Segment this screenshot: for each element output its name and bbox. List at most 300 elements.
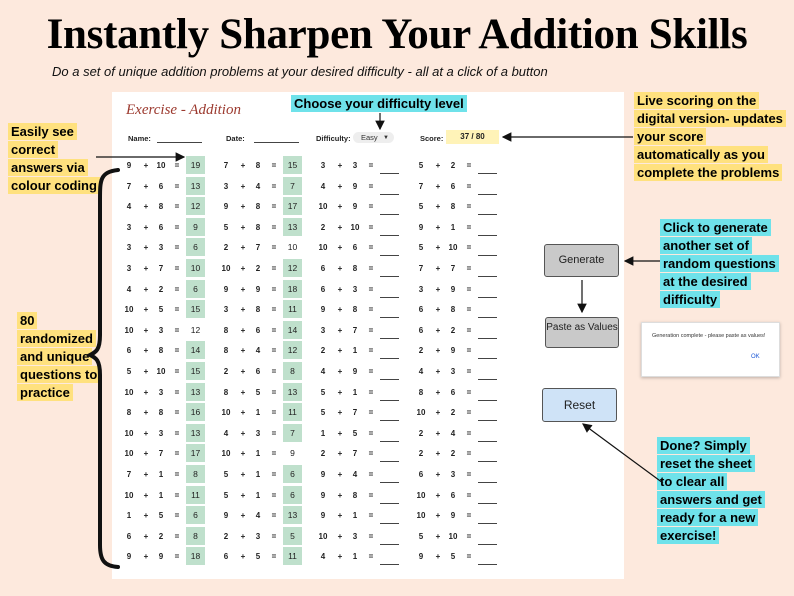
addend-b: 1 — [255, 490, 261, 500]
equals-sign: = — [271, 470, 277, 479]
addend-a: 10 — [221, 408, 231, 418]
callout-generate: Click to generate another set of random questions at the desired difficulty — [660, 219, 780, 309]
equals-sign: = — [466, 243, 472, 253]
addend-b: 8 — [352, 264, 358, 273]
answer-cell-incorrect[interactable]: 12 — [186, 321, 205, 339]
equals-sign: = — [466, 531, 472, 541]
plus-sign: + — [435, 511, 441, 521]
addend-a: 9 — [320, 490, 326, 500]
addend-a: 5 — [418, 531, 424, 541]
equals-sign: = — [174, 449, 180, 459]
equals-sign: = — [368, 470, 374, 479]
addend-b: 9 — [450, 511, 456, 521]
addend-b: 10 — [448, 243, 458, 253]
addend-a: 10 — [318, 243, 328, 253]
addend-b: 5 — [158, 305, 164, 315]
plus-sign: + — [143, 161, 149, 170]
answer-cell-correct[interactable]: 11 — [186, 486, 205, 504]
answer-cell-correct[interactable]: 15 — [186, 362, 205, 380]
addend-b: 1 — [158, 470, 164, 479]
plus-sign: + — [143, 202, 149, 212]
equals-sign: = — [271, 161, 277, 170]
addend-b: 8 — [255, 202, 261, 212]
plus-sign: + — [143, 490, 149, 500]
answer-cell-correct[interactable]: 14 — [283, 321, 302, 339]
addend-b: 10 — [156, 161, 166, 170]
equals-sign: = — [271, 490, 277, 500]
plus-sign: + — [435, 161, 441, 170]
addend-a: 10 — [124, 449, 134, 459]
addend-b: 1 — [352, 511, 358, 521]
addend-a: 5 — [223, 470, 229, 479]
addend-b: 7 — [158, 449, 164, 459]
addend-b: 8 — [255, 305, 261, 315]
plus-sign: + — [240, 284, 246, 294]
equals-sign: = — [466, 222, 472, 232]
addend-b: 3 — [352, 161, 358, 170]
addend-b: 1 — [352, 387, 358, 397]
equals-sign: = — [174, 161, 180, 170]
plus-sign: + — [337, 222, 343, 232]
addend-a: 8 — [223, 346, 229, 356]
plus-sign: + — [240, 367, 246, 376]
addend-a: 10 — [416, 511, 426, 521]
addend-a: 10 — [124, 325, 134, 335]
plus-sign: + — [435, 428, 441, 438]
answer-cell-correct[interactable]: 7 — [283, 177, 302, 195]
addend-b: 8 — [255, 222, 261, 232]
brace-icon — [90, 170, 118, 567]
equals-sign: = — [174, 346, 180, 356]
addend-b: 1 — [255, 449, 261, 459]
equals-sign: = — [174, 531, 180, 541]
addend-b: 5 — [352, 428, 358, 438]
addend-a: 5 — [223, 222, 229, 232]
addend-b: 8 — [352, 490, 358, 500]
addend-a: 5 — [223, 490, 229, 500]
equals-sign: = — [271, 305, 277, 315]
addend-a: 9 — [320, 511, 326, 521]
answer-cell-correct[interactable]: 18 — [186, 547, 205, 565]
answer-cell-correct[interactable]: 6 — [283, 486, 302, 504]
equals-sign: = — [466, 346, 472, 356]
equals-sign: = — [271, 243, 277, 253]
addend-b: 8 — [450, 202, 456, 212]
plus-sign: + — [240, 428, 246, 438]
plus-sign: + — [143, 284, 149, 294]
equals-sign: = — [174, 181, 180, 191]
addend-a: 7 — [418, 181, 424, 191]
plus-sign: + — [240, 325, 246, 335]
addend-a: 7 — [126, 181, 132, 191]
answer-cell-correct[interactable]: 12 — [186, 197, 205, 215]
answer-cell-correct[interactable]: 14 — [186, 341, 205, 359]
equals-sign: = — [271, 531, 277, 541]
plus-sign: + — [337, 367, 343, 376]
difficulty-value: Easy — [361, 133, 378, 142]
plus-sign: + — [240, 243, 246, 253]
plus-sign: + — [143, 408, 149, 418]
plus-sign: + — [337, 449, 343, 459]
equals-sign: = — [174, 202, 180, 212]
answer-cell-correct[interactable]: 6 — [186, 506, 205, 524]
addend-a: 5 — [126, 367, 132, 376]
answer-cell-correct[interactable]: 6 — [186, 238, 205, 256]
answer-cell-correct[interactable]: 11 — [283, 300, 302, 318]
page-subtitle: Do a set of unique addition problems at your desired difficulty - all at a click of a button — [52, 64, 548, 79]
plus-sign: + — [337, 470, 343, 479]
equals-sign: = — [271, 264, 277, 273]
plus-sign: + — [143, 181, 149, 191]
equals-sign: = — [271, 346, 277, 356]
addend-b: 3 — [352, 531, 358, 541]
addend-b: 3 — [450, 367, 456, 376]
addend-b: 9 — [352, 181, 358, 191]
plus-sign: + — [435, 202, 441, 212]
addend-a: 8 — [223, 387, 229, 397]
addend-a: 10 — [124, 387, 134, 397]
addend-a: 10 — [124, 490, 134, 500]
addend-a: 3 — [126, 222, 132, 232]
equals-sign: = — [174, 552, 180, 562]
answer-cell-correct[interactable]: 12 — [283, 341, 302, 359]
addend-a: 9 — [320, 305, 326, 315]
addend-a: 10 — [221, 449, 231, 459]
addend-a: 10 — [124, 305, 134, 315]
score-display: 37 / 80 — [446, 130, 499, 144]
answer-cell-correct[interactable]: 11 — [283, 403, 302, 421]
equals-sign: = — [368, 243, 374, 253]
equals-sign: = — [368, 511, 374, 521]
addend-a: 2 — [418, 449, 424, 459]
equals-sign: = — [466, 490, 472, 500]
equals-sign: = — [174, 387, 180, 397]
addend-b: 3 — [158, 387, 164, 397]
answer-cell-correct[interactable]: 7 — [283, 424, 302, 442]
addend-b: 8 — [352, 305, 358, 315]
answer-cell-correct[interactable]: 13 — [186, 424, 205, 442]
plus-sign: + — [240, 202, 246, 212]
plus-sign: + — [435, 243, 441, 253]
plus-sign: + — [435, 284, 441, 294]
equals-sign: = — [368, 449, 374, 459]
plus-sign: + — [337, 161, 343, 170]
addend-b: 6 — [158, 222, 164, 232]
equals-sign: = — [368, 387, 374, 397]
addend-b: 3 — [158, 428, 164, 438]
addend-b: 5 — [255, 552, 261, 562]
plus-sign: + — [143, 346, 149, 356]
equals-sign: = — [368, 367, 374, 376]
addend-b: 8 — [255, 161, 261, 170]
answer-cell-correct[interactable]: 16 — [186, 403, 205, 421]
answer-cell-correct[interactable]: 17 — [283, 197, 302, 215]
answer-cell-incorrect[interactable]: 9 — [283, 444, 302, 462]
addend-a: 3 — [418, 284, 424, 294]
equals-sign: = — [174, 490, 180, 500]
addend-a: 5 — [320, 387, 326, 397]
addend-a: 6 — [126, 531, 132, 541]
addend-b: 7 — [450, 264, 456, 273]
plus-sign: + — [337, 490, 343, 500]
difficulty-label: Difficulty: — [316, 134, 351, 143]
answer-cell-correct[interactable]: 9 — [186, 218, 205, 236]
equals-sign: = — [466, 428, 472, 438]
plus-sign: + — [240, 161, 246, 170]
equals-sign: = — [174, 222, 180, 232]
plus-sign: + — [435, 552, 441, 562]
plus-sign: + — [240, 470, 246, 479]
addend-b: 10 — [350, 222, 360, 232]
plus-sign: + — [337, 243, 343, 253]
plus-sign: + — [435, 264, 441, 273]
plus-sign: + — [143, 387, 149, 397]
plus-sign: + — [143, 511, 149, 521]
equals-sign: = — [368, 346, 374, 356]
equals-sign: = — [271, 428, 277, 438]
addend-a: 4 — [320, 181, 326, 191]
addend-b: 1 — [255, 470, 261, 479]
addend-a: 3 — [320, 325, 326, 335]
addend-b: 7 — [255, 243, 261, 253]
plus-sign: + — [240, 511, 246, 521]
answer-cell-correct[interactable]: 8 — [186, 465, 205, 483]
addend-b: 6 — [158, 181, 164, 191]
answer-cell-correct[interactable]: 13 — [283, 383, 302, 401]
addend-a: 5 — [418, 202, 424, 212]
plus-sign: + — [240, 346, 246, 356]
plus-sign: + — [337, 181, 343, 191]
equals-sign: = — [271, 284, 277, 294]
answer-cell-correct[interactable]: 13 — [283, 506, 302, 524]
equals-sign: = — [466, 325, 472, 335]
addend-a: 4 — [126, 202, 132, 212]
answer-cell-correct[interactable]: 13 — [186, 177, 205, 195]
addend-b: 4 — [352, 470, 358, 479]
plus-sign: + — [240, 552, 246, 562]
plus-sign: + — [337, 387, 343, 397]
equals-sign: = — [466, 284, 472, 294]
page-title: Instantly Sharpen Your Addition Skills — [46, 11, 748, 58]
addend-a: 6 — [418, 325, 424, 335]
answer-cell-correct[interactable]: 12 — [283, 259, 302, 277]
callout-reset: Done? Simply reset the sheet to clear all answers and get ready for a new exercise! — [657, 437, 767, 545]
callout-difficulty: Choose your difficulty level — [291, 95, 467, 113]
addend-a: 1 — [126, 511, 132, 521]
plus-sign: + — [435, 490, 441, 500]
chevron-down-icon: ▼ — [383, 135, 389, 141]
exercise-title: Exercise - Addition — [126, 102, 241, 118]
callout-randomized: 80 randomized and unique questions to practice — [17, 312, 105, 402]
answer-cell-correct[interactable]: 11 — [283, 547, 302, 565]
equals-sign: = — [466, 449, 472, 459]
addend-b: 3 — [450, 470, 456, 479]
plus-sign: + — [143, 428, 149, 438]
addend-b: 3 — [158, 243, 164, 253]
equals-sign: = — [466, 552, 472, 562]
answer-cell-correct[interactable]: 5 — [283, 527, 302, 545]
equals-sign: = — [174, 325, 180, 335]
addend-a: 9 — [418, 222, 424, 232]
equals-sign: = — [368, 264, 374, 273]
plus-sign: + — [143, 367, 149, 376]
addend-b: 7 — [158, 264, 164, 273]
addend-b: 7 — [352, 408, 358, 418]
equals-sign: = — [466, 367, 472, 376]
plus-sign: + — [143, 264, 149, 273]
equals-sign: = — [271, 325, 277, 335]
answer-cell-correct[interactable]: 15 — [283, 156, 302, 174]
answer-cell-correct[interactable]: 15 — [186, 300, 205, 318]
equals-sign: = — [466, 264, 472, 273]
addend-b: 4 — [450, 428, 456, 438]
equals-sign: = — [466, 408, 472, 418]
addend-b: 5 — [158, 511, 164, 521]
answer-cell-correct[interactable]: 18 — [283, 280, 302, 298]
addend-b: 6 — [352, 243, 358, 253]
addend-a: 10 — [221, 264, 231, 273]
answer-cell-correct[interactable]: 8 — [283, 362, 302, 380]
equals-sign: = — [271, 449, 277, 459]
equals-sign: = — [174, 284, 180, 294]
plus-sign: + — [435, 305, 441, 315]
answer-cell-correct[interactable]: 6 — [186, 280, 205, 298]
addend-a: 6 — [320, 264, 326, 273]
equals-sign: = — [368, 531, 374, 541]
addend-a: 2 — [320, 222, 326, 232]
addend-b: 6 — [450, 490, 456, 500]
addend-b: 10 — [156, 367, 166, 376]
addend-b: 4 — [255, 181, 261, 191]
answer-cell-correct[interactable]: 13 — [283, 218, 302, 236]
dialog-ok-button[interactable]: OK — [751, 354, 760, 360]
plus-sign: + — [337, 305, 343, 315]
paste-as-values-button[interactable]: Paste as Values — [545, 317, 619, 348]
equals-sign: = — [466, 387, 472, 397]
plus-sign: + — [435, 470, 441, 479]
score-label: Score: — [420, 134, 444, 143]
addend-a: 3 — [126, 243, 132, 253]
addend-b: 9 — [352, 367, 358, 376]
equals-sign: = — [174, 511, 180, 521]
addend-b: 3 — [255, 428, 261, 438]
date-label: Date: — [226, 134, 245, 143]
equals-sign: = — [368, 325, 374, 335]
addend-b: 2 — [158, 284, 164, 294]
equals-sign: = — [271, 202, 277, 212]
equals-sign: = — [368, 428, 374, 438]
addend-a: 3 — [320, 161, 326, 170]
plus-sign: + — [240, 181, 246, 191]
addend-b: 2 — [450, 449, 456, 459]
plus-sign: + — [337, 531, 343, 541]
equals-sign: = — [368, 161, 374, 170]
addend-b: 8 — [158, 346, 164, 356]
plus-sign: + — [337, 325, 343, 335]
addend-a: 5 — [320, 408, 326, 418]
addend-a: 2 — [320, 346, 326, 356]
answer-cell-correct[interactable]: 19 — [186, 156, 205, 174]
addend-b: 6 — [255, 367, 261, 376]
plus-sign: + — [435, 408, 441, 418]
equals-sign: = — [466, 305, 472, 315]
addend-a: 1 — [320, 428, 326, 438]
dialog-message: Generation complete - please paste as values! — [652, 333, 766, 339]
addend-a: 6 — [418, 305, 424, 315]
answer-cell-correct[interactable]: 13 — [186, 383, 205, 401]
addend-b: 1 — [158, 490, 164, 500]
addend-b: 2 — [450, 161, 456, 170]
plus-sign: + — [337, 284, 343, 294]
addend-b: 9 — [158, 552, 164, 562]
addend-a: 5 — [418, 161, 424, 170]
addend-b: 9 — [450, 284, 456, 294]
plus-sign: + — [240, 449, 246, 459]
addend-a: 6 — [126, 346, 132, 356]
addend-a: 10 — [416, 490, 426, 500]
answer-cell-correct[interactable]: 17 — [186, 444, 205, 462]
addend-a: 9 — [223, 511, 229, 521]
equals-sign: = — [271, 552, 277, 562]
addend-a: 4 — [126, 284, 132, 294]
addend-a: 3 — [223, 181, 229, 191]
addend-b: 3 — [158, 325, 164, 335]
equals-sign: = — [271, 408, 277, 418]
plus-sign: + — [337, 511, 343, 521]
reset-button[interactable]: Reset — [542, 388, 617, 422]
addend-b: 8 — [158, 202, 164, 212]
plus-sign: + — [240, 305, 246, 315]
addend-b: 6 — [450, 181, 456, 191]
plus-sign: + — [240, 222, 246, 232]
addend-b: 3 — [255, 531, 261, 541]
plus-sign: + — [143, 243, 149, 253]
equals-sign: = — [174, 264, 180, 273]
addend-a: 2 — [418, 428, 424, 438]
equals-sign: = — [271, 387, 277, 397]
answer-cell-correct[interactable]: 10 — [186, 259, 205, 277]
plus-sign: + — [240, 531, 246, 541]
addend-a: 10 — [124, 428, 134, 438]
equals-sign: = — [368, 490, 374, 500]
plus-sign: + — [240, 408, 246, 418]
addend-a: 4 — [320, 552, 326, 562]
equals-sign: = — [368, 408, 374, 418]
plus-sign: + — [435, 387, 441, 397]
addend-b: 4 — [255, 511, 261, 521]
answer-cell-incorrect[interactable]: 10 — [283, 238, 302, 256]
equals-sign: = — [466, 161, 472, 170]
addend-a: 6 — [418, 470, 424, 479]
answer-cell-correct[interactable]: 8 — [186, 527, 205, 545]
equals-sign: = — [174, 428, 180, 438]
addend-a: 8 — [126, 408, 132, 418]
generate-button[interactable]: Generate — [544, 244, 619, 277]
plus-sign: + — [435, 367, 441, 376]
addend-a: 7 — [126, 470, 132, 479]
addend-b: 5 — [255, 387, 261, 397]
answer-cell-correct[interactable]: 6 — [283, 465, 302, 483]
addend-b: 2 — [255, 264, 261, 273]
addend-b: 9 — [450, 346, 456, 356]
addend-a: 2 — [418, 346, 424, 356]
addend-b: 5 — [450, 552, 456, 562]
plus-sign: + — [337, 202, 343, 212]
equals-sign: = — [368, 202, 374, 212]
plus-sign: + — [435, 346, 441, 356]
addend-b: 1 — [352, 552, 358, 562]
plus-sign: + — [143, 531, 149, 541]
